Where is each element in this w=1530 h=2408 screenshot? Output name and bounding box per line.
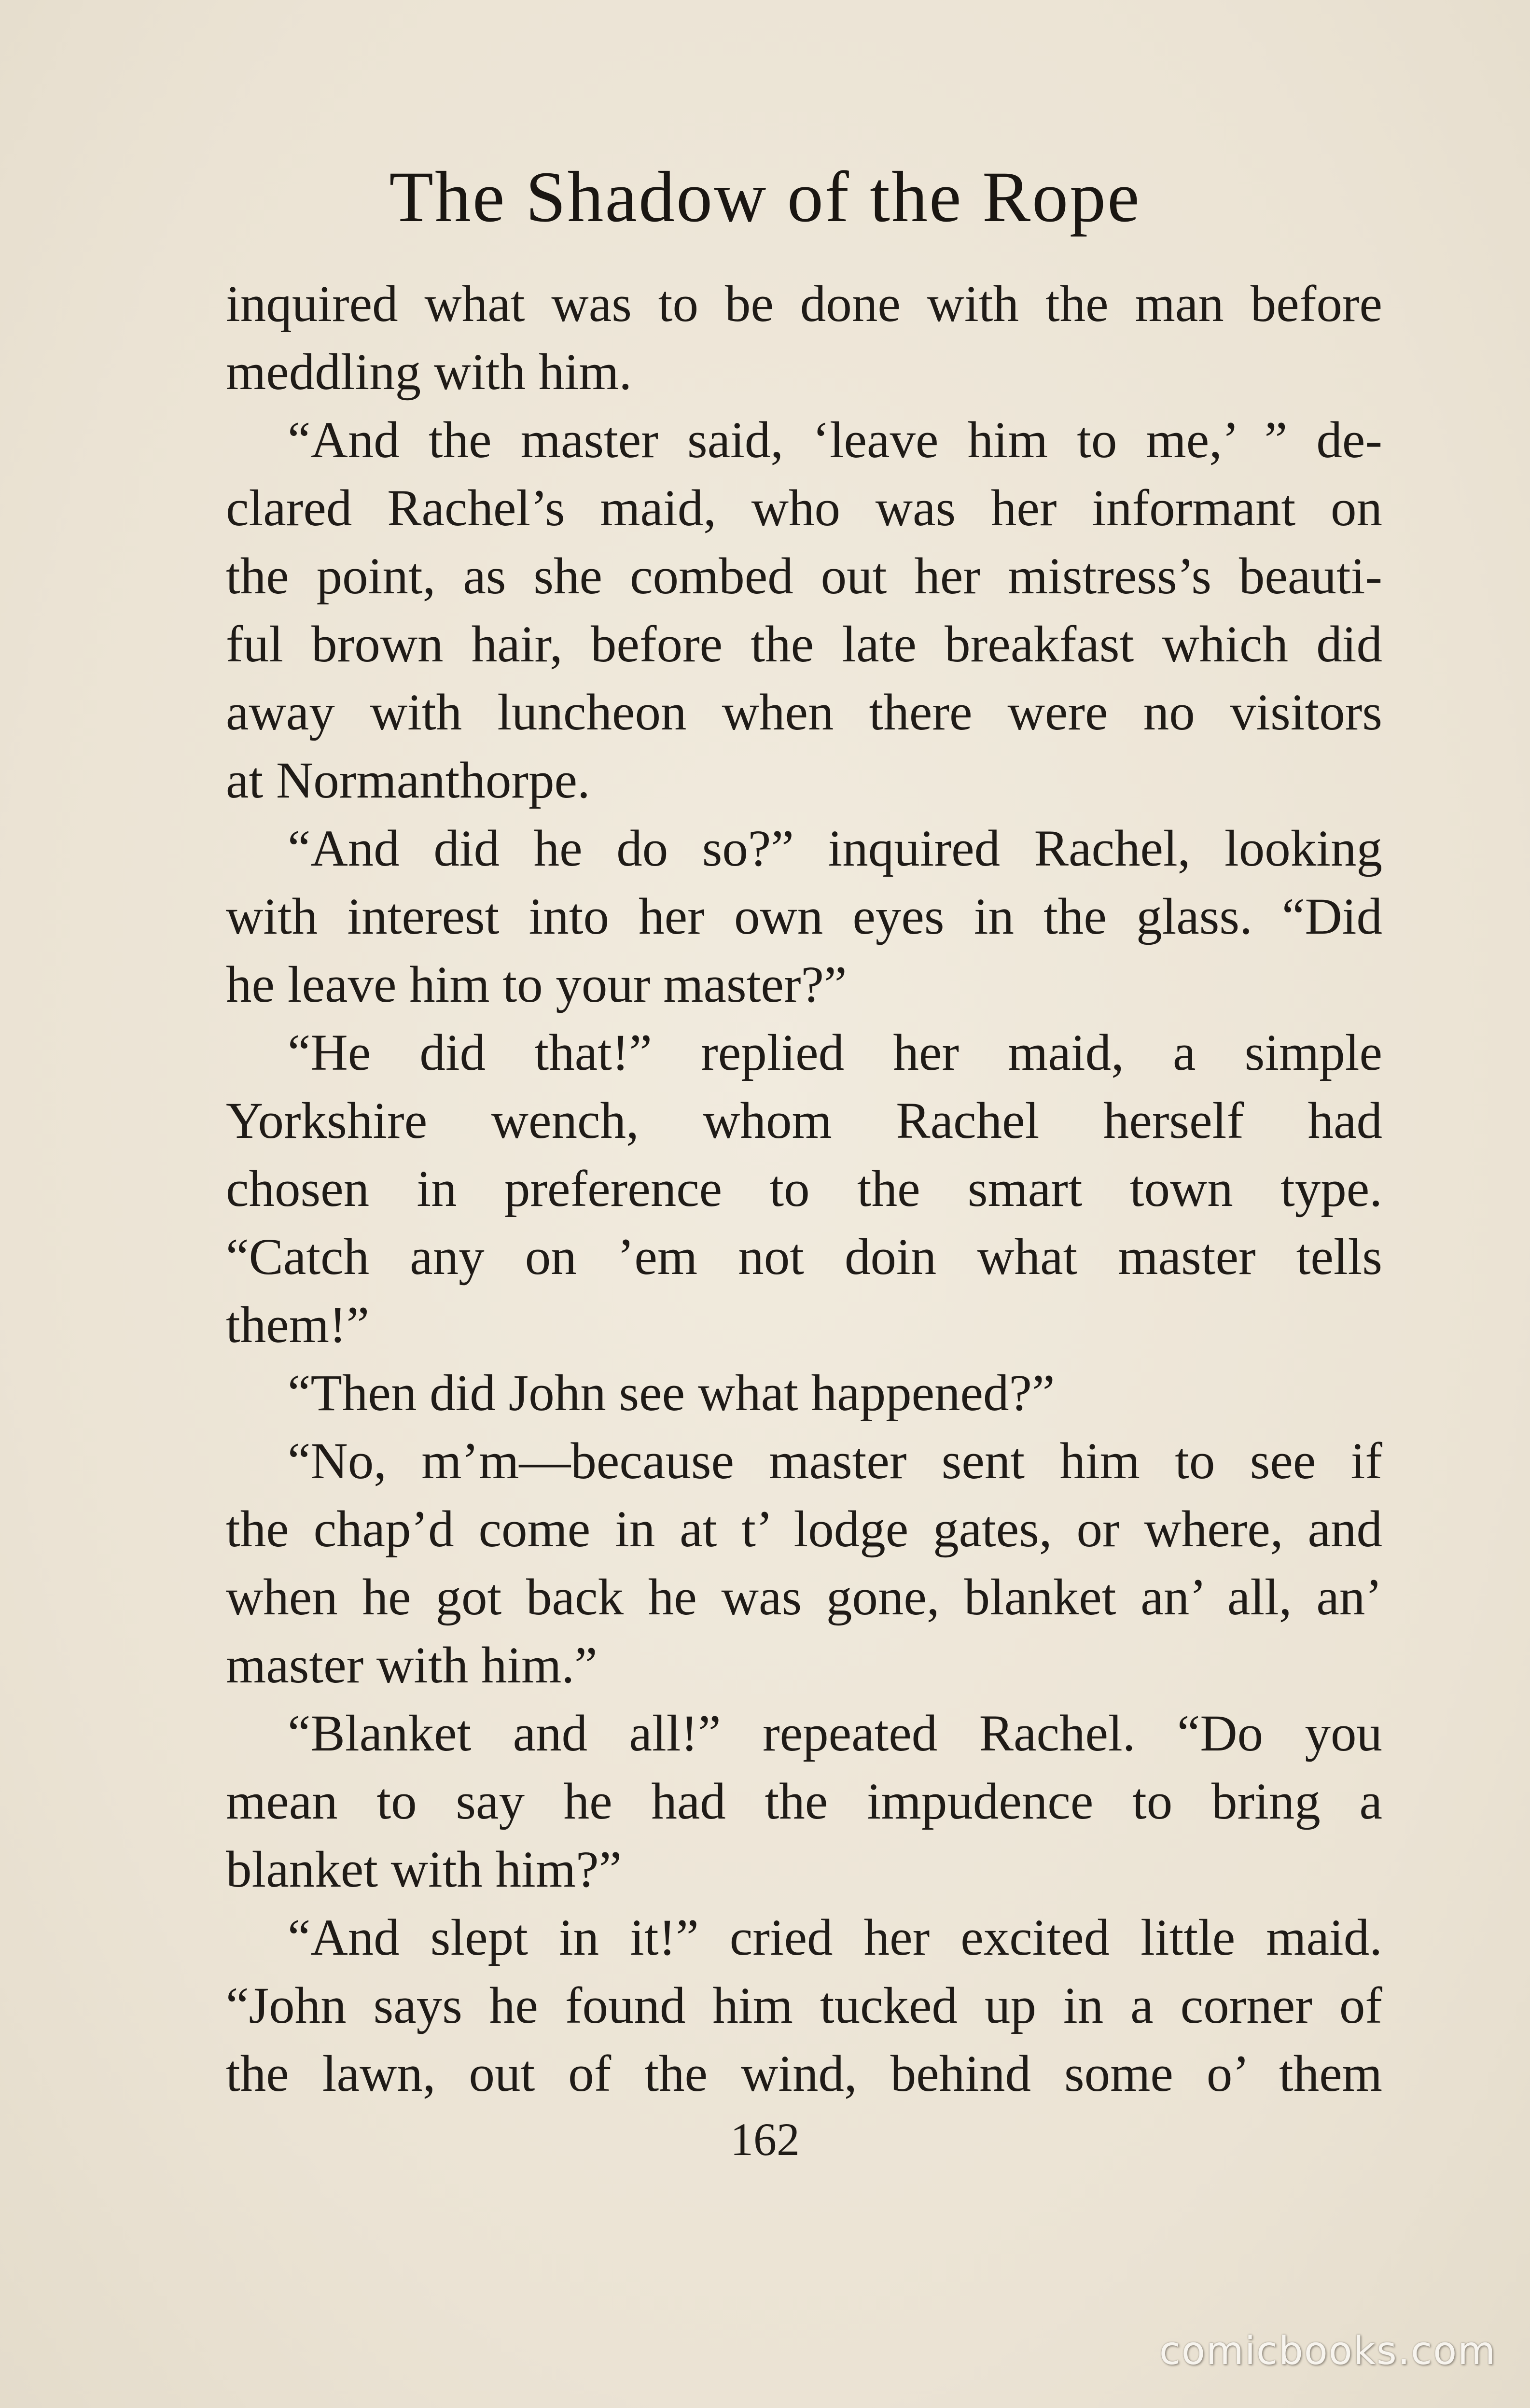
watermark: comicbooks.com — [1159, 2328, 1496, 2373]
text-line: meddling with him. — [226, 344, 632, 401]
text-line: “John says he found him tucked up in a corner of — [226, 1977, 1382, 2034]
text-line: inquired what was to be done with the man before — [226, 276, 1382, 333]
text-line: away with luncheon when there were no visitors — [226, 684, 1382, 741]
text-line: “Blanket and all!” repeated Rachel. “Do you — [288, 1705, 1382, 1762]
text-line: “And slept in it!” cried her excited little maid. — [288, 1909, 1382, 1966]
text-line: “No, m’m—because master sent him to see if — [288, 1433, 1382, 1490]
text-line: mean to say he had the impudence to bring a — [226, 1773, 1382, 1830]
text-line: the lawn, out of the wind, behind some o’ them — [226, 2045, 1382, 2102]
text-line: chosen in preference to the smart town type. — [226, 1161, 1382, 1218]
text-line: with interest into her own eyes in the glass. “Did — [226, 888, 1382, 945]
text-line: them!” — [226, 1297, 370, 1354]
text-line: blanket with him?” — [226, 1841, 622, 1898]
text-line: when he got back he was gone, blanket an’ all, an’ — [226, 1569, 1382, 1626]
text-line: at Normanthorpe. — [226, 752, 590, 809]
running-head: The Shadow of the Rope — [389, 157, 1141, 237]
text-line: the chap’d come in at t’ lodge gates, or where, and — [226, 1501, 1382, 1558]
page-number: 162 — [730, 2114, 800, 2165]
text-line: master with him.” — [226, 1637, 598, 1694]
text-line: “And did he do so?” inquired Rachel, looking — [288, 820, 1382, 877]
text-line: the point, as she combed out her mistress’s beauti- — [226, 548, 1382, 605]
text-line: he leave him to your master?” — [226, 956, 847, 1013]
text-line: “And the master said, ‘leave him to me,’ ” de- — [288, 412, 1382, 469]
text-line: Yorkshire wench, whom Rachel herself had — [226, 1092, 1382, 1149]
text-line: ful brown hair, before the late breakfast which did — [226, 616, 1382, 673]
text-line: “He did that!” replied her maid, a simple — [288, 1024, 1382, 1081]
text-line: “Catch any on ’em not doin what master tells — [226, 1229, 1382, 1286]
text-line: “Then did John see what happened?” — [288, 1365, 1055, 1422]
text-line: clared Rachel’s maid, who was her informant on — [226, 480, 1382, 537]
body-text — [226, 270, 1382, 2108]
